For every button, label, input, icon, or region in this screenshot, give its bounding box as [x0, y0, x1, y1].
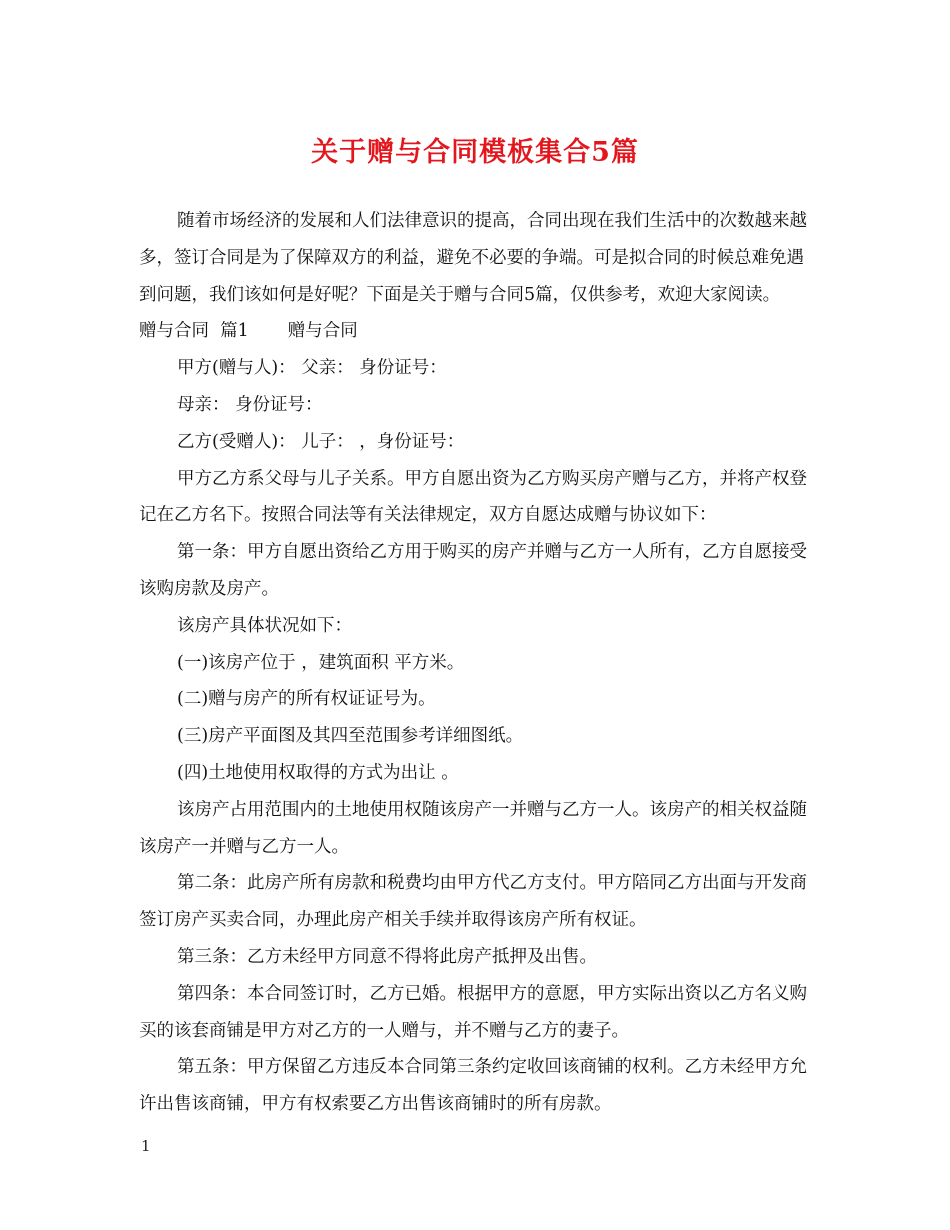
section-heading: 赠与合同 篇1 赠与合同 [139, 321, 358, 342]
land-use-paragraph: 该房产占用范围内的土地使用权随该房产一并赠与乙方一人。该房产的相关权益随该房产一并赠与乙方一人。 [139, 799, 807, 857]
article-4: 第四条：本合同签订时，乙方已婚。根据甲方的意愿，甲方实际出资以乙方名义购买的该套商铺是甲方对乙方的一人赠与，并不赠与乙方的妻子。 [139, 983, 807, 1041]
article-5: 第五条：甲方保留乙方违反本合同第三条约定收回该商铺的权利。乙方未经甲方允许出售该商铺，甲方有权索要乙方出售该商铺时的所有房款。 [139, 1057, 807, 1115]
mother-line: 母亲： 身份证号： [177, 394, 323, 415]
page-number: 1 [141, 1137, 151, 1155]
party-b-line: 乙方(受赠人)： 儿子： ，身份证号： [177, 431, 465, 452]
property-details-heading: 该房产具体状况如下： [177, 615, 352, 636]
property-item-1: (一)该房产位于 ，建筑面积 平方米。 [177, 652, 465, 673]
party-a-line: 甲方(赠与人)： 父亲： 身份证号： [177, 358, 447, 379]
article-3: 第三条：乙方未经甲方同意不得将此房产抵押及出售。 [177, 946, 597, 967]
property-item-2: (二)赠与房产的所有权证证号为。 [177, 689, 436, 710]
document-body [139, 203, 813, 1123]
article-2: 第二条：此房产所有房款和税费均由甲方代乙方支付。甲方陪同乙方出面与开发商签订房产买卖合同，办理此房产相关手续并取得该房产所有权证。 [139, 873, 807, 931]
relationship-paragraph: 甲方乙方系父母与儿子关系。甲方自愿出资为乙方购买房产赠与乙方，并将产权登记在乙方名下。按照合同法等有关法律规定，双方自愿达成赠与协议如下： [139, 468, 807, 526]
article-1: 第一条：甲方自愿出资给乙方用于购买的房产并赠与乙方一人所有，乙方自愿接受该购房款及房产。 [139, 542, 807, 599]
intro-paragraph: 随着市场经济的发展和人们法律意识的提高，合同出现在我们生活中的次数越来越多，签订合同是为了保障双方的利益，避免不必要的争端。可是拟合同的时候总难免遇到问题，我们该如何是好呢？下面是关于赠与合同5篇，仅供参考，欢迎大家阅读。 [139, 211, 807, 305]
document-title: 关于赠与合同模板集合5篇 [311, 137, 639, 168]
property-item-4: (四)土地使用权取得的方式为出让 。 [177, 762, 459, 783]
property-item-3: (三)房产平面图及其四至范围参考详细图纸。 [177, 726, 524, 747]
